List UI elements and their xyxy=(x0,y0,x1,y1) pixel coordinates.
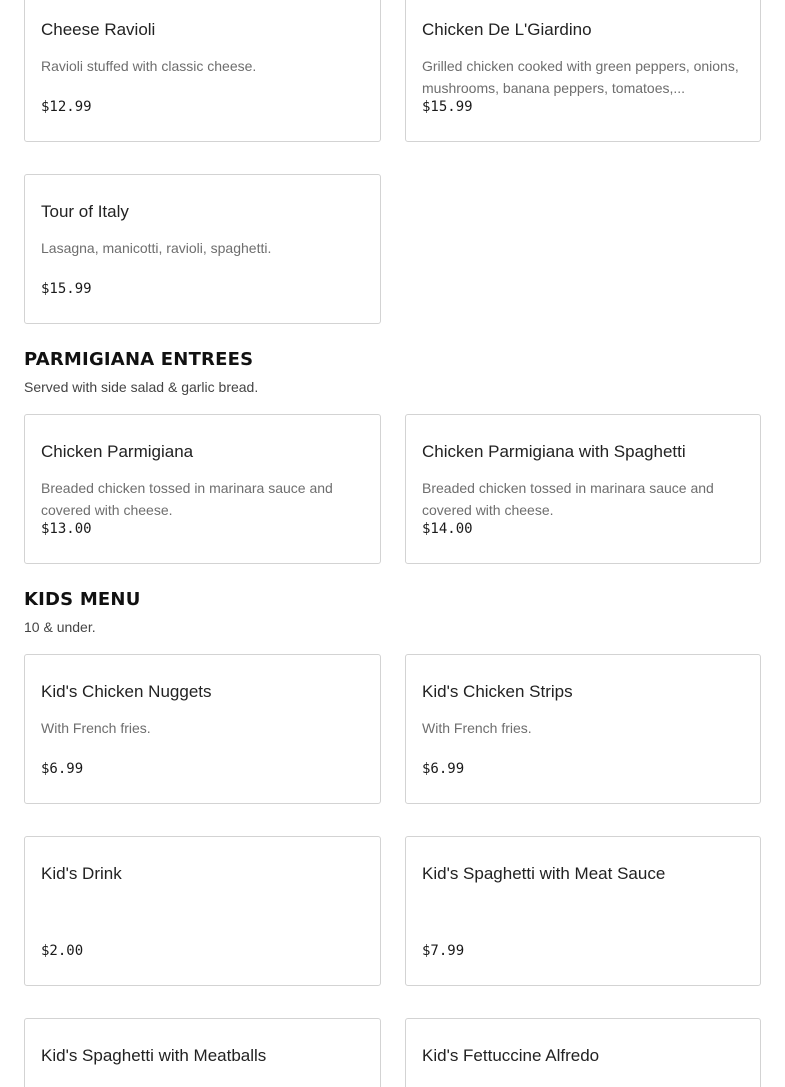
item-description: Ravioli stuffed with classic cheese. xyxy=(41,58,257,74)
item-price: $6.99 xyxy=(41,761,84,777)
item-description: With French fries. xyxy=(41,720,151,736)
menu-item-card[interactable] xyxy=(405,654,761,804)
section-subtitle-parmigiana: Served with side salad & garlic bread. xyxy=(24,379,259,395)
item-description: Breaded chicken tossed in marinara sauce and covered with cheese. xyxy=(41,480,333,518)
item-price: $2.00 xyxy=(41,943,84,959)
item-name: Cheese Ravioli xyxy=(41,20,156,39)
item-name: Kid's Chicken Strips xyxy=(422,682,573,701)
item-description: Grilled chicken cooked with green peppers, onions, mushrooms, banana peppers, tomatoes,... xyxy=(422,58,739,96)
section-title-parmigiana: PARMIGIANA ENTREES xyxy=(24,349,254,370)
item-price: $13.00 xyxy=(41,521,92,537)
item-name: Tour of Italy xyxy=(41,202,129,221)
item-name: Kid's Drink xyxy=(41,864,122,883)
item-description: With French fries. xyxy=(422,720,532,736)
item-name: Kid's Spaghetti with Meat Sauce xyxy=(422,864,666,883)
item-description: Breaded chicken tossed in marinara sauce and covered with cheese. xyxy=(422,480,714,518)
menu-item-card[interactable] xyxy=(405,1018,761,1087)
item-price: $15.99 xyxy=(422,99,473,115)
menu-item-card[interactable] xyxy=(24,1018,381,1087)
section-subtitle-kids: 10 & under. xyxy=(24,619,96,635)
menu-item-card[interactable] xyxy=(405,0,761,142)
item-price: $7.99 xyxy=(422,943,465,959)
item-description: Lasagna, manicotti, ravioli, spaghetti. xyxy=(41,240,272,256)
item-name: Kid's Fettuccine Alfredo xyxy=(422,1046,600,1065)
menu-item-card[interactable] xyxy=(405,414,761,564)
item-name: Chicken De L'Giardino xyxy=(422,20,592,39)
menu-item-card[interactable] xyxy=(24,0,381,142)
item-name: Chicken Parmigiana xyxy=(41,442,194,461)
item-price: $15.99 xyxy=(41,281,92,297)
menu-item-card[interactable] xyxy=(405,836,761,986)
item-price: $12.99 xyxy=(41,99,92,115)
menu-item-card[interactable] xyxy=(24,836,381,986)
item-price: $6.99 xyxy=(422,761,465,777)
menu-item-card[interactable] xyxy=(24,174,381,324)
section-title-kids: KIDS MENU xyxy=(24,589,141,610)
item-name: Kid's Chicken Nuggets xyxy=(41,682,212,701)
menu-item-card[interactable] xyxy=(24,654,381,804)
menu-item-card[interactable] xyxy=(24,414,381,564)
item-name: Chicken Parmigiana with Spaghetti xyxy=(422,442,686,461)
item-price: $14.00 xyxy=(422,521,473,537)
item-name: Kid's Spaghetti with Meatballs xyxy=(41,1046,267,1065)
